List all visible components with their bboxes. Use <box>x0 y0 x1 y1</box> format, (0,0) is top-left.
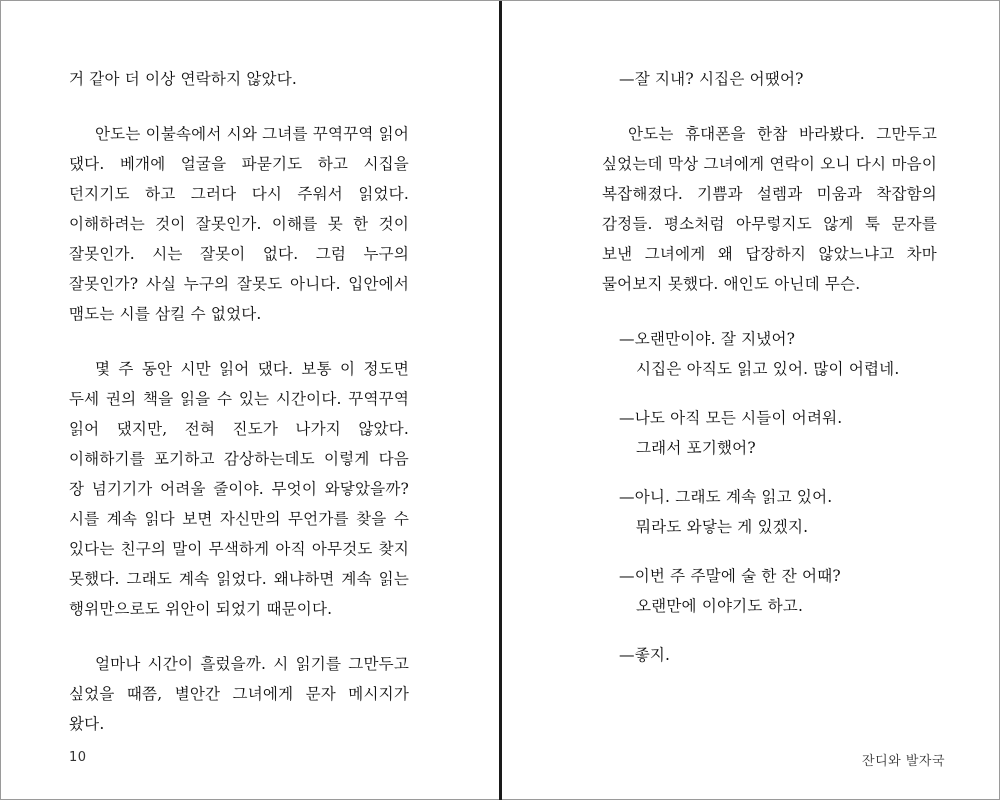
dialog-text: —아니. 그래도 계속 읽고 있어. <box>619 488 833 506</box>
dialog-exchange <box>602 482 937 542</box>
dialog-text: 시집은 아직도 읽고 있어. 많이 어렵네. <box>636 360 900 378</box>
dialog-exchange <box>602 640 937 670</box>
dialog-text: —나도 아직 모든 시들이 어려워. <box>619 409 843 427</box>
page-number: 10 <box>69 750 87 765</box>
dialog-text: 오랜만에 이야기도 하고. <box>636 597 804 615</box>
dialog-line <box>602 64 937 94</box>
right-page-body <box>602 64 937 689</box>
running-title: 잔디와 발자국 <box>862 754 945 769</box>
dialog-exchange <box>602 561 937 621</box>
dialog-exchange <box>602 403 937 463</box>
dialog-text: 그래서 포기했어? <box>636 439 756 457</box>
dialog-text: —이번 주 주말에 술 한 잔 어때? <box>619 567 841 585</box>
left-page <box>1 1 499 800</box>
right-page <box>502 1 1000 800</box>
dialog-text: —좋지. <box>619 646 671 664</box>
paragraph: 몇 주 동안 시만 읽어 댔다. 보통 이 정도면 두세 권의 책을 읽을 수 있는 시간이다. 꾸역꾸역 읽어 댔지만, 전혀 진도가 나가지 않았다. 이해하기를 포기하고 감상하는데도 이렇게 다음 장 넘기기가 어려울 줄이야. 무엇이 와닿았을까? 시를 계속 읽다 보면 자신만의 무언가를 찾을 수 있다는 친구의 말이 무색하게 아직 아무것도 찾지 못했다. 그래도 계속 읽었다. 왜냐하면 계속 읽는 행위만으로도 위안이 되었기 때문이다. <box>69 360 409 618</box>
paragraph: 거 같아 더 이상 연락하지 않았다. <box>69 70 298 88</box>
paragraph: 얼마나 시간이 흘렀을까. 시 읽기를 그만두고 싶었을 때쯤, 별안간 그녀에게 문자 메시지가 왔다. <box>69 655 409 733</box>
dialog-text: 뭐라도 와닿는 게 있겠지. <box>636 518 809 536</box>
dialog-text: —잘 지내? 시집은 어땠어? <box>619 70 804 88</box>
dialog-exchange <box>602 324 937 384</box>
dialog-text: —오랜만이야. 잘 지냈어? <box>619 330 796 348</box>
paragraph: 안도는 휴대폰을 한참 바라봤다. 그만두고 싶었는데 막상 그녀에게 연락이 오니 다시 마음이 복잡해졌다. 기쁨과 설렘과 미움과 착잡함의 감정들. 평소처럼 아무렇지도 않게 툭 문자를 보낸 그녀에게 왜 답장하지 않았느냐고 차마 물어보지 못했다. 애인도 아닌데 무슨. <box>602 125 937 293</box>
paragraph: 안도는 이불속에서 시와 그녀를 꾸역꾸역 읽어 댔다. 베개에 얼굴을 파묻기도 하고 시집을 던지기도 하고 그러다 다시 주워서 읽었다. 이해하려는 것이 잘못인가. 이해를 못 한 것이 잘못인가. 시는 잘못이 없다. 그럼 누구의 잘못인가? 사실 누구의 잘못도 아니다. 입안에서 맴도는 시를 삼킬 수 없었다. <box>69 125 409 323</box>
left-page-body <box>69 64 409 764</box>
